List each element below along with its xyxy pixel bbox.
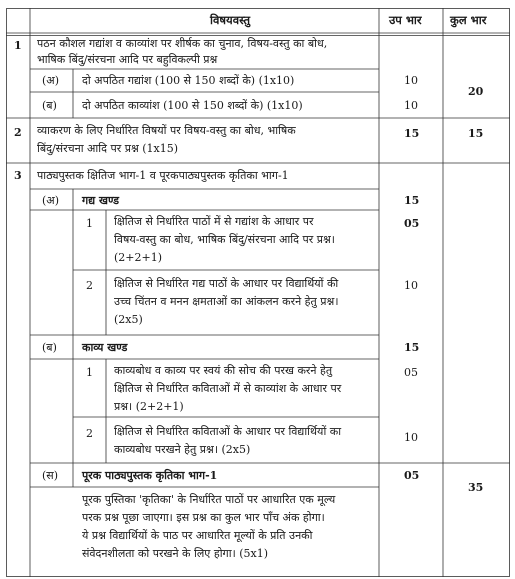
s3-number: 3 <box>14 169 22 182</box>
s3c-marks: 05 <box>404 469 420 482</box>
s3c-line2: परक प्रश्न पूछा जाएगा। इस प्रश्न का कुल भार पाँच अंक होगा। <box>82 511 325 524</box>
s1-title-line2: भाषिक बिंदु/संरचना आदि पर बहुविकल्पी प्रश्न <box>37 53 218 66</box>
s3a1-number: 1 <box>86 217 93 230</box>
s3b2-line1: क्षितिज से निर्धारित कविताओं के आधार पर विद्यार्थियों का <box>114 425 342 438</box>
s1b-marks: 10 <box>404 99 418 112</box>
s1-number: 1 <box>14 39 22 52</box>
s3a1-marks: 05 <box>404 217 420 230</box>
header-subject: विषयवस्तु <box>210 13 251 27</box>
s3-title: पाठ्यपुस्तक क्षितिज भाग-1 व पूरकपाठ्यपुस्तक कृतिका भाग-1 <box>37 169 289 182</box>
s2-line1: व्याकरण के लिए निर्धारित विषयों पर विषय-वस्तु का बोध, भाषिक <box>37 124 296 137</box>
s3b2-marks: 10 <box>404 431 418 444</box>
header-total: कुल भार <box>450 13 487 27</box>
s3b1-line3: प्रश्न। (2+2+1) <box>114 400 184 413</box>
s3a-title: गद्य खण्ड <box>82 194 120 207</box>
s3a1-line2: विषय-वस्तु का बोध, भाषिक बिंदु/संरचना आदि पर प्रश्न। <box>114 233 335 246</box>
s3b-label: (ब) <box>42 341 57 354</box>
s1a-text: दो अपठित गद्यांश (100 से 150 शब्दों के) (1x10) <box>82 74 295 87</box>
s3-total: 35 <box>468 481 484 494</box>
s3b2-number: 2 <box>86 427 93 440</box>
s2-line2: बिंदु/संरचना आदि पर प्रश्न (1x15) <box>37 142 179 155</box>
s1b-text: दो अपठित काव्यांश (100 से 150 शब्दों के) (1x10) <box>82 99 303 112</box>
s3b1-number: 1 <box>86 366 93 379</box>
s3b1-marks: 05 <box>404 366 418 379</box>
s3a2-line3: (2x5) <box>114 313 143 326</box>
s3b2-line2: काव्यबोध परखने हेतु प्रश्न। (2x5) <box>114 443 251 456</box>
s3c-title: पूरक पाठ्यपुस्तक कृतिका भाग-1 <box>82 469 218 482</box>
s3b-marks: 15 <box>404 341 420 354</box>
s1a-marks: 10 <box>404 74 418 87</box>
s3a1-line1: क्षितिज से निर्धारित पाठों में से गद्यांश के आधार पर <box>114 215 314 228</box>
s3b1-line1: काव्यबोध व काव्य पर स्वयं की सोच की परख करने हेतु <box>114 364 333 377</box>
s2-total: 15 <box>468 127 484 140</box>
s3c-line4: संवेदनशीलता को परखने के लिए होगा। (5x1) <box>82 547 269 560</box>
s3c-line3: ये प्रश्न विद्यार्थियों के पाठ पर आधारित मूल्यों के प्रति उनकी <box>82 529 313 542</box>
s3c-label: (स) <box>42 469 59 482</box>
s1b-label: (ब) <box>42 99 57 112</box>
s2-number: 2 <box>14 126 22 139</box>
s3a-marks: 15 <box>404 194 420 207</box>
s1a-label: (अ) <box>42 74 59 87</box>
s3a-label: (अ) <box>42 194 59 207</box>
s3a2-line2: उच्च चिंतन व मनन क्षमताओं का आंकलन करने हेतु प्रश्न। <box>114 295 339 308</box>
header-marks: उप भार <box>389 13 422 27</box>
s3a2-number: 2 <box>86 279 93 292</box>
s3b-title: काव्य खण्ड <box>82 341 128 354</box>
s2-marks: 15 <box>404 127 420 140</box>
s1-total: 20 <box>468 85 484 98</box>
s3a1-line3: (2+2+1) <box>114 251 163 264</box>
s1-title-line1: पठन कौशल गद्यांश व काव्यांश पर शीर्षक का चुनाव, विषय-वस्तु का बोध, <box>37 37 328 50</box>
s3c-line1: पूरक पुस्तिका 'कृतिका' के निर्धारित पाठों पर आधारित एक मूल्य <box>82 493 336 506</box>
s3a2-line1: क्षितिज से निर्धारित गद्य पाठों के आधार पर विद्यार्थियों की <box>114 277 339 290</box>
s3a2-marks: 10 <box>404 279 418 292</box>
s3b1-line2: क्षितिज से निर्धारित कविताओं में से काव्यांश के आधार पर <box>114 382 342 395</box>
